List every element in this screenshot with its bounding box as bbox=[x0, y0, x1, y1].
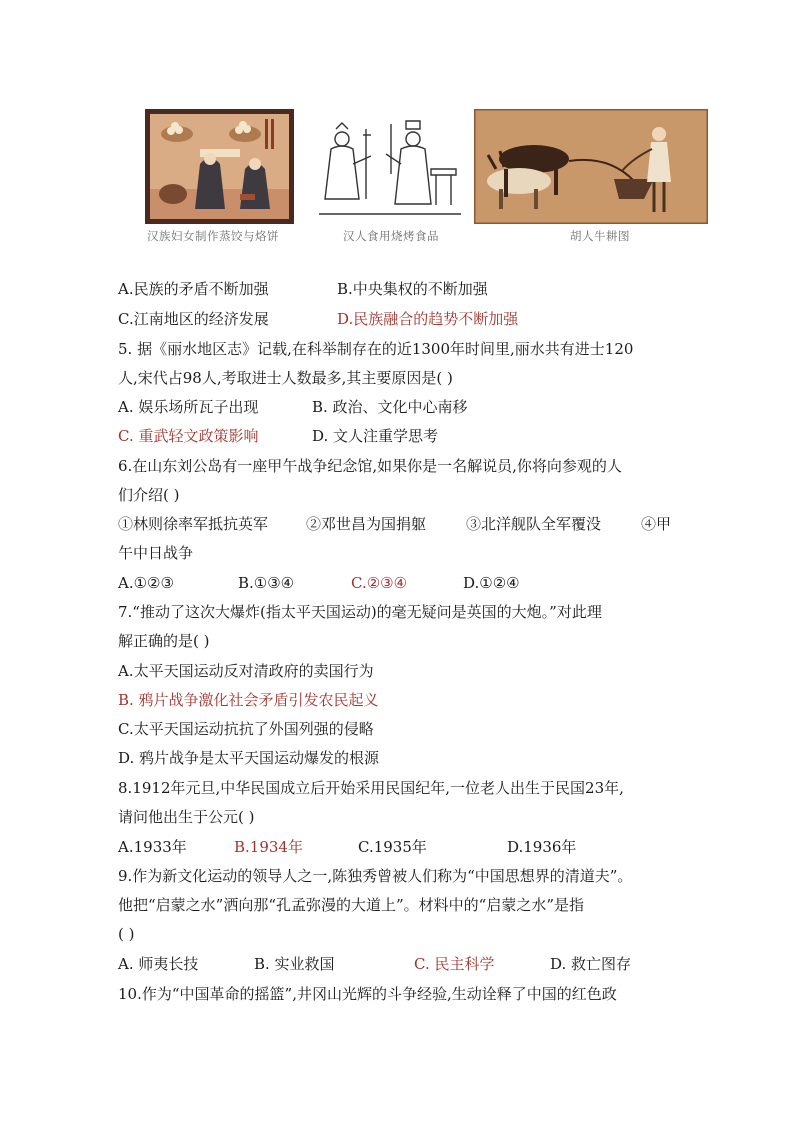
option-b-answer: B. 鸦片战争激化社会矛盾引发农民起义 bbox=[118, 691, 379, 709]
option-c: C.太平天国运动抗抗了外国列强的侵略 bbox=[118, 720, 374, 738]
item-2: ②邓世昌为国捐躯 bbox=[306, 515, 427, 533]
option-d: D. 鸦片战争是太平天国运动爆发的根源 bbox=[118, 749, 380, 767]
item-1: ①林则徐率军抵抗英军 bbox=[118, 515, 269, 533]
option-a: A.太平天国运动反对清政府的卖国行为 bbox=[118, 662, 374, 680]
question-6-stem: 们介绍( ) bbox=[118, 486, 180, 504]
sketch-han-eating-image bbox=[311, 109, 469, 224]
option-c-answer: C.②③④ bbox=[351, 574, 408, 592]
option-a: A.1933年 bbox=[118, 838, 187, 856]
item-3: ③北洋舰队全军覆没 bbox=[466, 515, 602, 533]
option-d: D.①②④ bbox=[463, 574, 520, 592]
question-6-stem: 6.在山东刘公岛有一座甲午战争纪念馆,如果你是一名解说员,你将向参观的人 bbox=[118, 457, 622, 475]
image-caption: 汉人食用烧烤食品 bbox=[343, 229, 439, 243]
option-b: B.①③④ bbox=[238, 574, 295, 592]
mural-hu-ox-plough-image bbox=[474, 109, 708, 224]
option-d: D. 救亡图存 bbox=[550, 955, 632, 973]
question-5-stem: 5. 据《丽水地区志》记载,在科举制存在的近1300年时间里,丽水共有进士120 bbox=[118, 340, 634, 358]
option-b: B.中央集权的不断加强 bbox=[337, 280, 488, 298]
option-a: A.民族的矛盾不断加强 bbox=[118, 280, 269, 298]
image-caption: 胡人牛耕图 bbox=[570, 229, 630, 243]
option-b-answer: B.1934年 bbox=[234, 838, 303, 856]
item-4: ④甲 bbox=[641, 515, 672, 533]
question-8-stem: 8.1912年元旦,中华民国成立后开始采用民国纪年,一位老人出生于民国23年, bbox=[118, 779, 624, 797]
option-d: D.1936年 bbox=[507, 838, 577, 856]
option-a: A.①②③ bbox=[118, 574, 174, 592]
option-c-answer: C. 重武轻文政策影响 bbox=[118, 427, 259, 445]
option-a: A. 娱乐场所瓦子出现 bbox=[118, 398, 259, 416]
option-a: A. 师夷长技 bbox=[118, 955, 199, 973]
option-c: C.江南地区的经济发展 bbox=[118, 310, 269, 328]
option-b: B. 实业救国 bbox=[254, 955, 335, 973]
option-d: D. 文人注重学思考 bbox=[312, 427, 439, 445]
question-9-stem: 他把“启蒙之水”洒向那“孔孟弥漫的大道上”。材料中的“启蒙之水”是指 bbox=[118, 896, 585, 914]
option-c: C.1935年 bbox=[358, 838, 427, 856]
option-d-answer: D.民族融合的趋势不断加强 bbox=[337, 310, 519, 328]
option-b: B. 政治、文化中心南移 bbox=[312, 398, 468, 416]
image-caption: 汉族妇女制作蒸饺与烙饼 bbox=[147, 229, 279, 243]
question-9-stem: 9.作为新文化运动的领导人之一,陈独秀曾被人们称为“中国思想界的清道夫”。 bbox=[118, 867, 633, 885]
option-c-answer: C. 民主科学 bbox=[414, 955, 495, 973]
question-6-items-continued: 午中日战争 bbox=[118, 544, 194, 562]
question-7-stem: 解正确的是( ) bbox=[118, 632, 210, 650]
question-9-stem: ( ) bbox=[118, 925, 135, 943]
question-8-stem: 请问他出生于公元( ) bbox=[118, 808, 255, 826]
question-5-stem: 人,宋代占98人,考取进士人数最多,其主要原因是( ) bbox=[118, 369, 453, 387]
mural-women-cooking-image bbox=[145, 109, 294, 224]
question-7-stem: 7.“推动了这次大爆炸(指太平天国运动)的毫无疑问是英国的大炮。”对此理 bbox=[118, 603, 602, 621]
question-10-stem: 10.作为“中国革命的摇篮”,井冈山光辉的斗争经验,生动诠释了中国的红色政 bbox=[118, 985, 617, 1003]
